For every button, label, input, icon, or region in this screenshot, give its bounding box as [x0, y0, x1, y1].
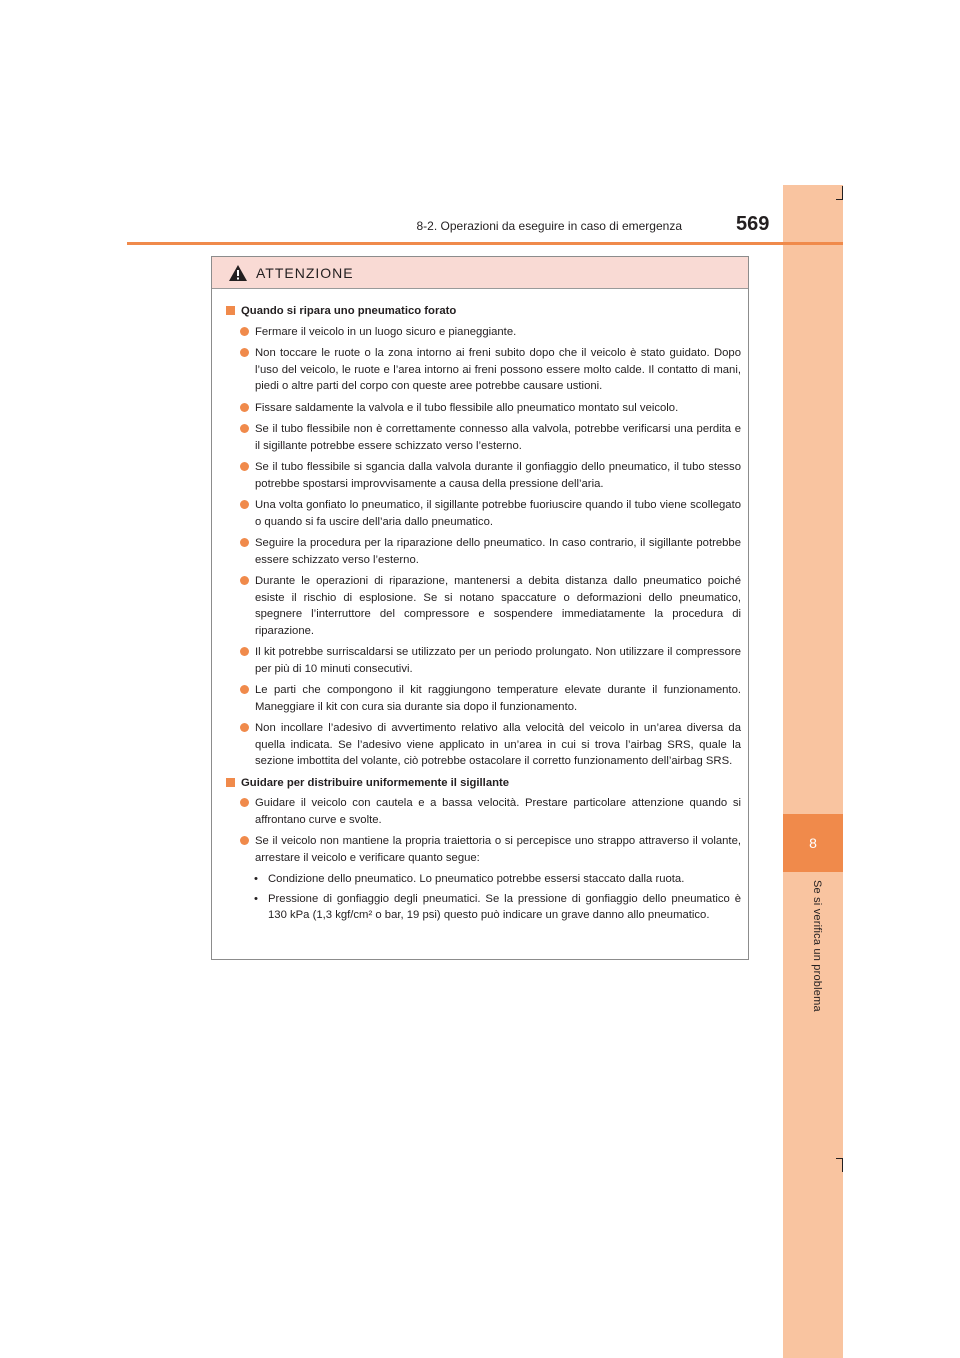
list-item: Non incollare l’adesivo di avvertimento relativo alla velocità del veicolo in un’area diversa da quella indicata. Se l’adesivo viene applicato in un’area in cui si trova l’airbag SRS, quale la sezione imbottita del volante, ciò potrebbe ostacolare il corretto funzionamento dell’airbag SRS.	[240, 720, 741, 770]
bullet-icon	[240, 403, 249, 412]
bullet-icon	[240, 327, 249, 336]
list-item: Il kit potrebbe surriscaldarsi se utilizzato per un periodo prolungato. Non utilizzare il compressore per più di 10 minuti consecutivi.	[240, 644, 741, 677]
bullet-icon	[240, 836, 249, 845]
chapter-sidebar	[783, 185, 843, 1358]
bullet-icon	[240, 798, 249, 807]
bullet-icon	[240, 424, 249, 433]
warning-triangle-icon	[228, 264, 248, 282]
crop-mark-bottom	[842, 1158, 843, 1172]
section-heading: Guidare per distribuire uniformemente il sigillante	[226, 775, 741, 792]
chapter-number-tab[interactable]	[783, 814, 843, 872]
warning-box	[211, 256, 749, 960]
warning-label: ATTENZIONE	[256, 264, 354, 281]
list-item: Non toccare le ruote o la zona intorno ai freni subito dopo che il veicolo è stato guidato. Dopo l’uso del veicolo, le ruote e l’area intorno ai freni possono essere molto calde. Il contatto di mani, piedi o altre parti del corpo con queste aree potrebbe causare ustioni.	[240, 345, 741, 395]
crop-mark-top	[842, 186, 843, 200]
list-item: Se il tubo flessibile non è correttamente connesso alla valvola, potrebbe verificarsi una perdita e il sigillante potrebbe essere schizzato verso l’esterno.	[240, 421, 741, 454]
bullet-icon	[240, 348, 249, 357]
bullet-icon	[240, 500, 249, 509]
list-item: Se il veicolo non mantiene la propria traiettoria o si percepisce uno strappo attraverso il volante, arrestare il veicolo e verificare quanto segue:	[240, 833, 741, 866]
crop-mark-top-h	[836, 199, 843, 200]
bullet-icon	[240, 723, 249, 732]
sub-list-item: • Pressione di gonfiaggio degli pneumatici. Se la pressione di gonfiaggio dello pneumatico è 130 kPa (1,3 kgf/cm² o bar, 19 psi) questo può indicare un grave danno allo pneumatico.	[254, 892, 741, 921]
bullet-icon	[240, 538, 249, 547]
square-bullet-icon	[226, 306, 235, 315]
section-heading: Quando si ripara uno pneumatico forato	[226, 303, 741, 320]
chapter-label: Se si verifica un problema	[811, 880, 823, 1012]
bullet-icon	[240, 462, 249, 471]
list-item: Fermare il veicolo in un luogo sicuro e pianeggiante.	[240, 324, 741, 341]
list-item: Seguire la procedura per la riparazione dello pneumatico. In caso contrario, il sigillante potrebbe essere schizzato verso l’esterno.	[240, 535, 741, 568]
list-item: Le parti che compongono il kit raggiungono temperature elevate durante il funzionamento. Maneggiare il kit con cura sia durante sia dopo il funzionamento.	[240, 682, 741, 715]
list-item: Una volta gonfiato lo pneumatico, il sigillante potrebbe fuoriuscire quando il tubo viene scollegato o quando si fa uscire dell’aria dallo pneumatico.	[240, 497, 741, 530]
bullet-icon	[240, 576, 249, 585]
list-item: Guidare il veicolo con cautela e a bassa velocità. Prestare particolare attenzione quando si affrontano curve e svolte.	[240, 795, 741, 828]
square-bullet-icon	[226, 778, 235, 787]
section-title: 8-2. Operazioni da eseguire in caso di emergenza	[416, 219, 682, 233]
list-item: Durante le operazioni di riparazione, mantenersi a debita distanza dallo pneumatico poiché esiste il rischio di esplosione. Se si notano spaccature o deformazioni dello pneumatico, spegnere l’interruttore del compressore e sospendere immediatamente la procedura di riparazione.	[240, 573, 741, 639]
sub-list-item: • Condizione dello pneumatico. Lo pneumatico potrebbe essersi staccato dalla ruota.	[254, 873, 685, 885]
chapter-number: 8	[809, 835, 817, 851]
page-number: 569	[736, 213, 770, 235]
bullet-icon	[240, 647, 249, 656]
list-item: Fissare saldamente la valvola e il tubo flessibile allo pneumatico montato sul veicolo.	[240, 400, 741, 417]
crop-mark-bottom-h	[836, 1158, 843, 1159]
warning-header	[212, 257, 748, 289]
list-item: Se il tubo flessibile si sgancia dalla valvola durante il gonfiaggio dello pneumatico, il tubo stesso potrebbe spostarsi improvvisamente a causa della pressione dell’aria.	[240, 459, 741, 492]
header-rule	[127, 242, 843, 245]
bullet-icon	[240, 685, 249, 694]
warning-body	[212, 289, 748, 924]
